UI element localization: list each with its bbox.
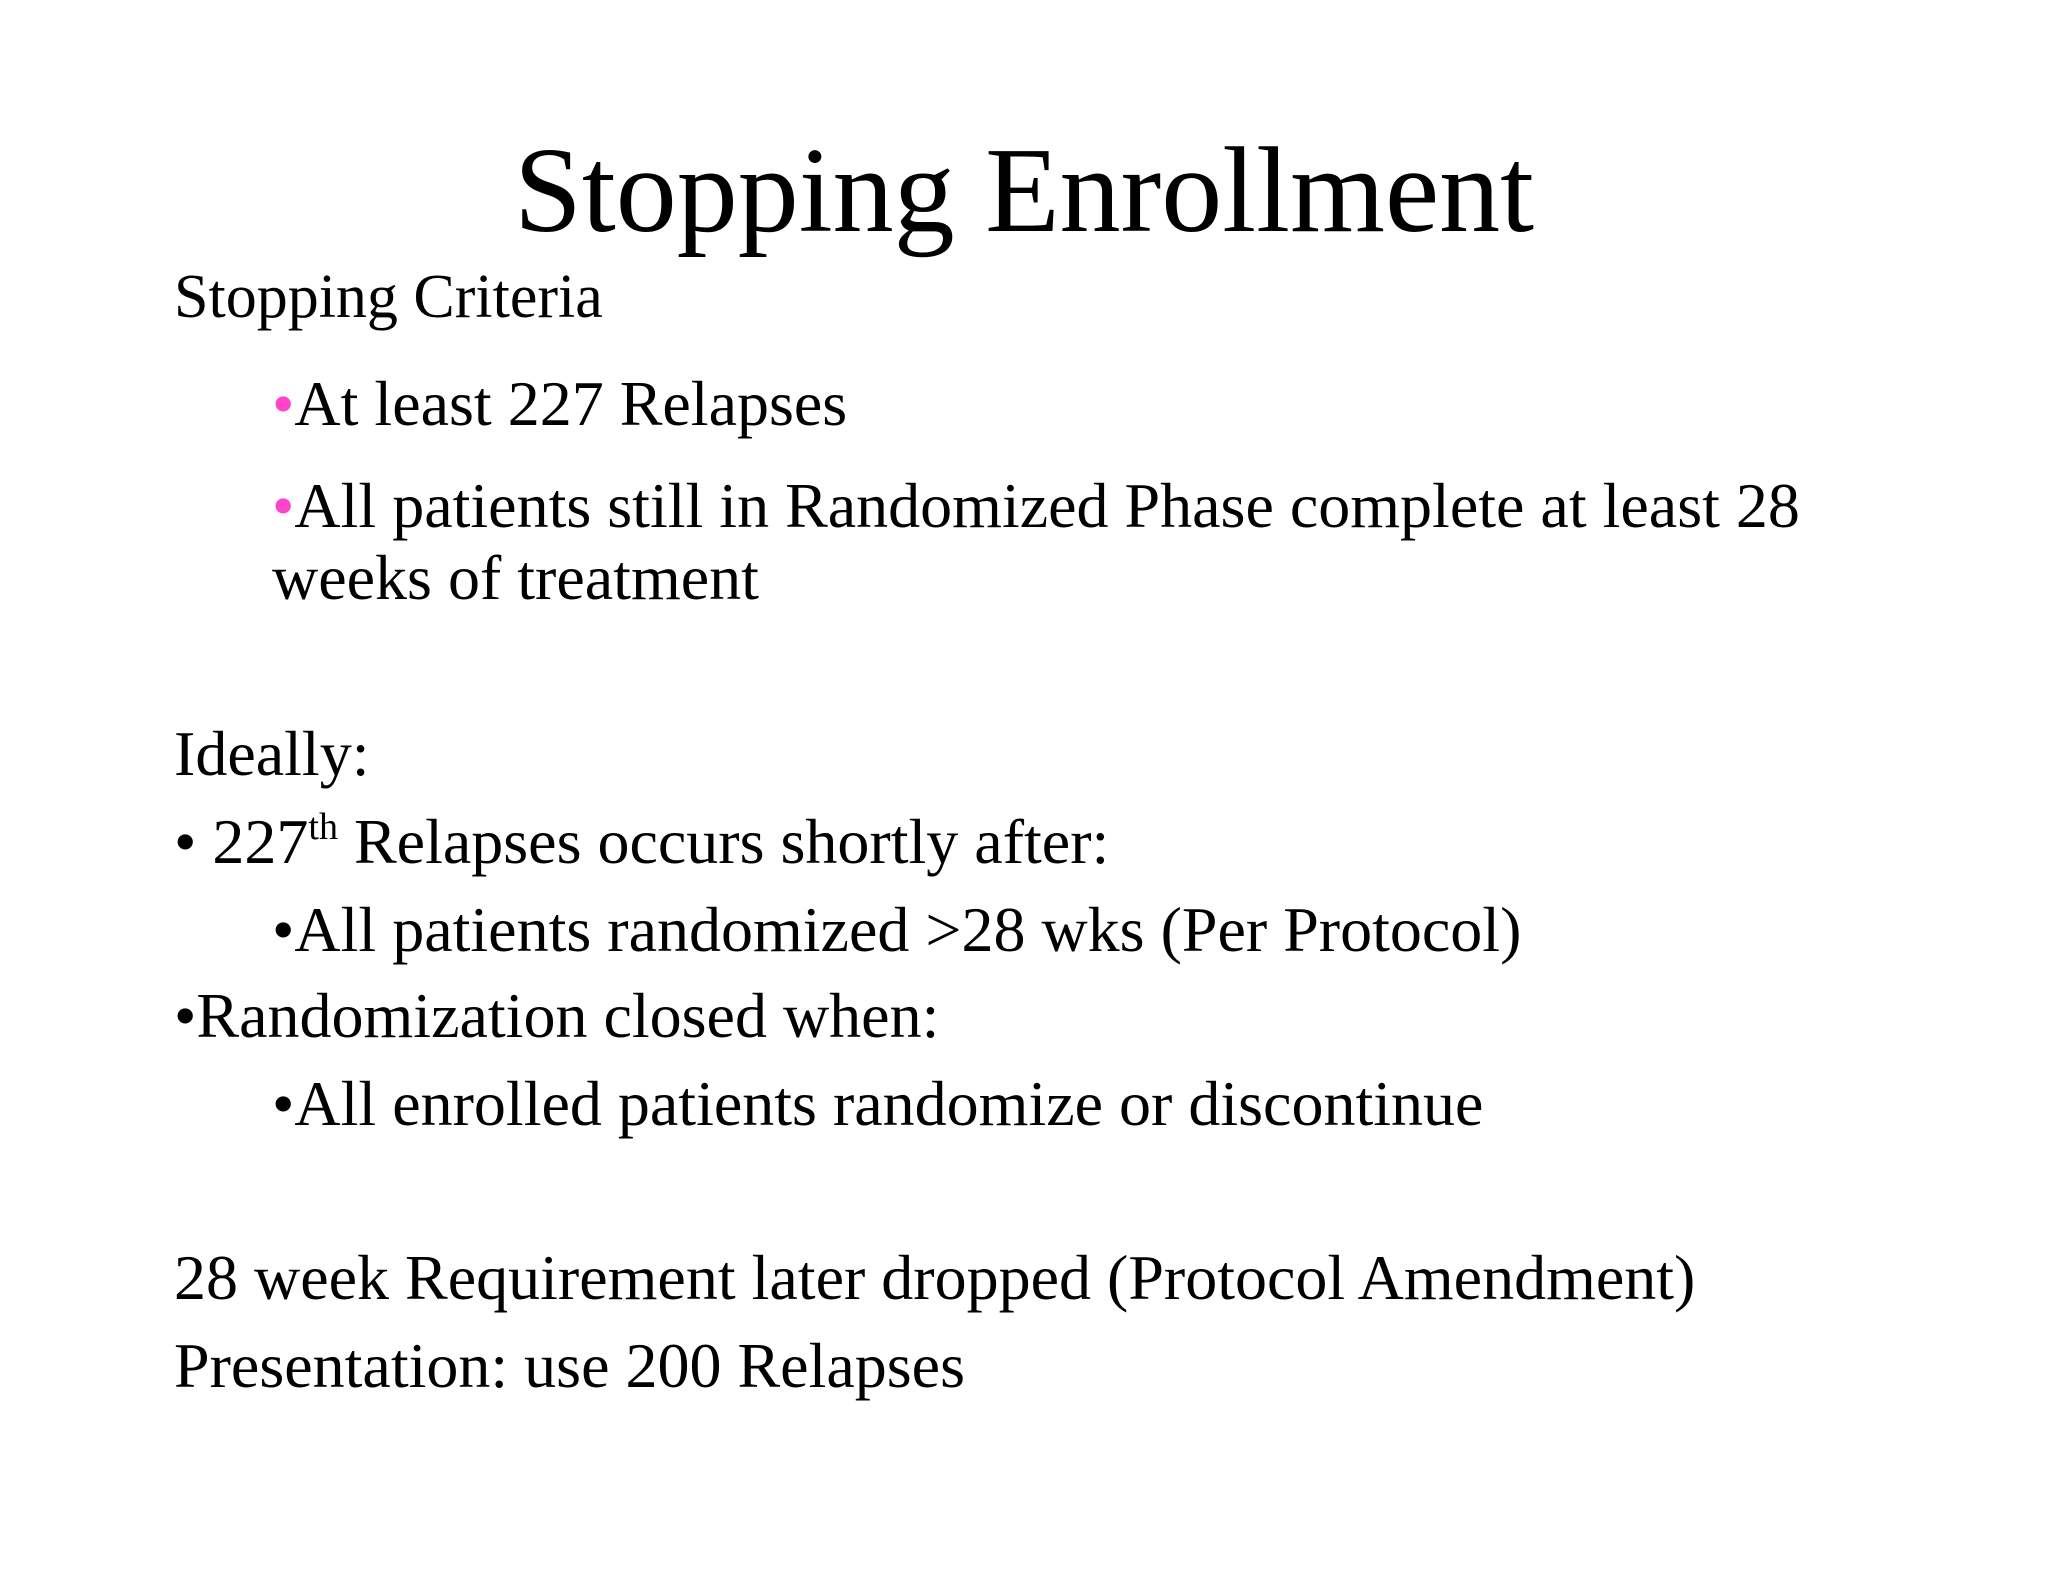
list-item-continuation: weeks of treatment [272,542,759,613]
note-line: 28 week Requirement later dropped (Protocol Amendment) [174,1242,1696,1313]
sub-list-item: •All patients randomized >28 wks (Per Protocol) [272,894,1522,965]
bullet-icon: • [272,470,295,541]
list-item-prefix: • 227 [174,806,309,877]
note-line: Presentation: use 200 Relapses [174,1330,965,1401]
list-item [272,470,1800,541]
list-item-text: All patients still in Randomized Phase complete at least 28 [294,470,1800,541]
section-heading-ideally: Ideally: [174,718,370,789]
list-item [174,806,1110,877]
slide-title: Stopping Enrollment [513,123,1535,258]
ordinal-suffix: th [308,806,338,848]
section-heading-stopping-criteria: Stopping Criteria [174,263,603,331]
list-item-text: Relapses occurs shortly after: [337,806,1110,877]
sub-list-item: •All enrolled patients randomize or discontinue [272,1068,1484,1139]
list-item: •Randomization closed when: [174,980,940,1051]
list-item-text: At least 227 Relapses [294,368,848,439]
bullet-icon: • [272,368,295,439]
list-item [272,368,848,439]
